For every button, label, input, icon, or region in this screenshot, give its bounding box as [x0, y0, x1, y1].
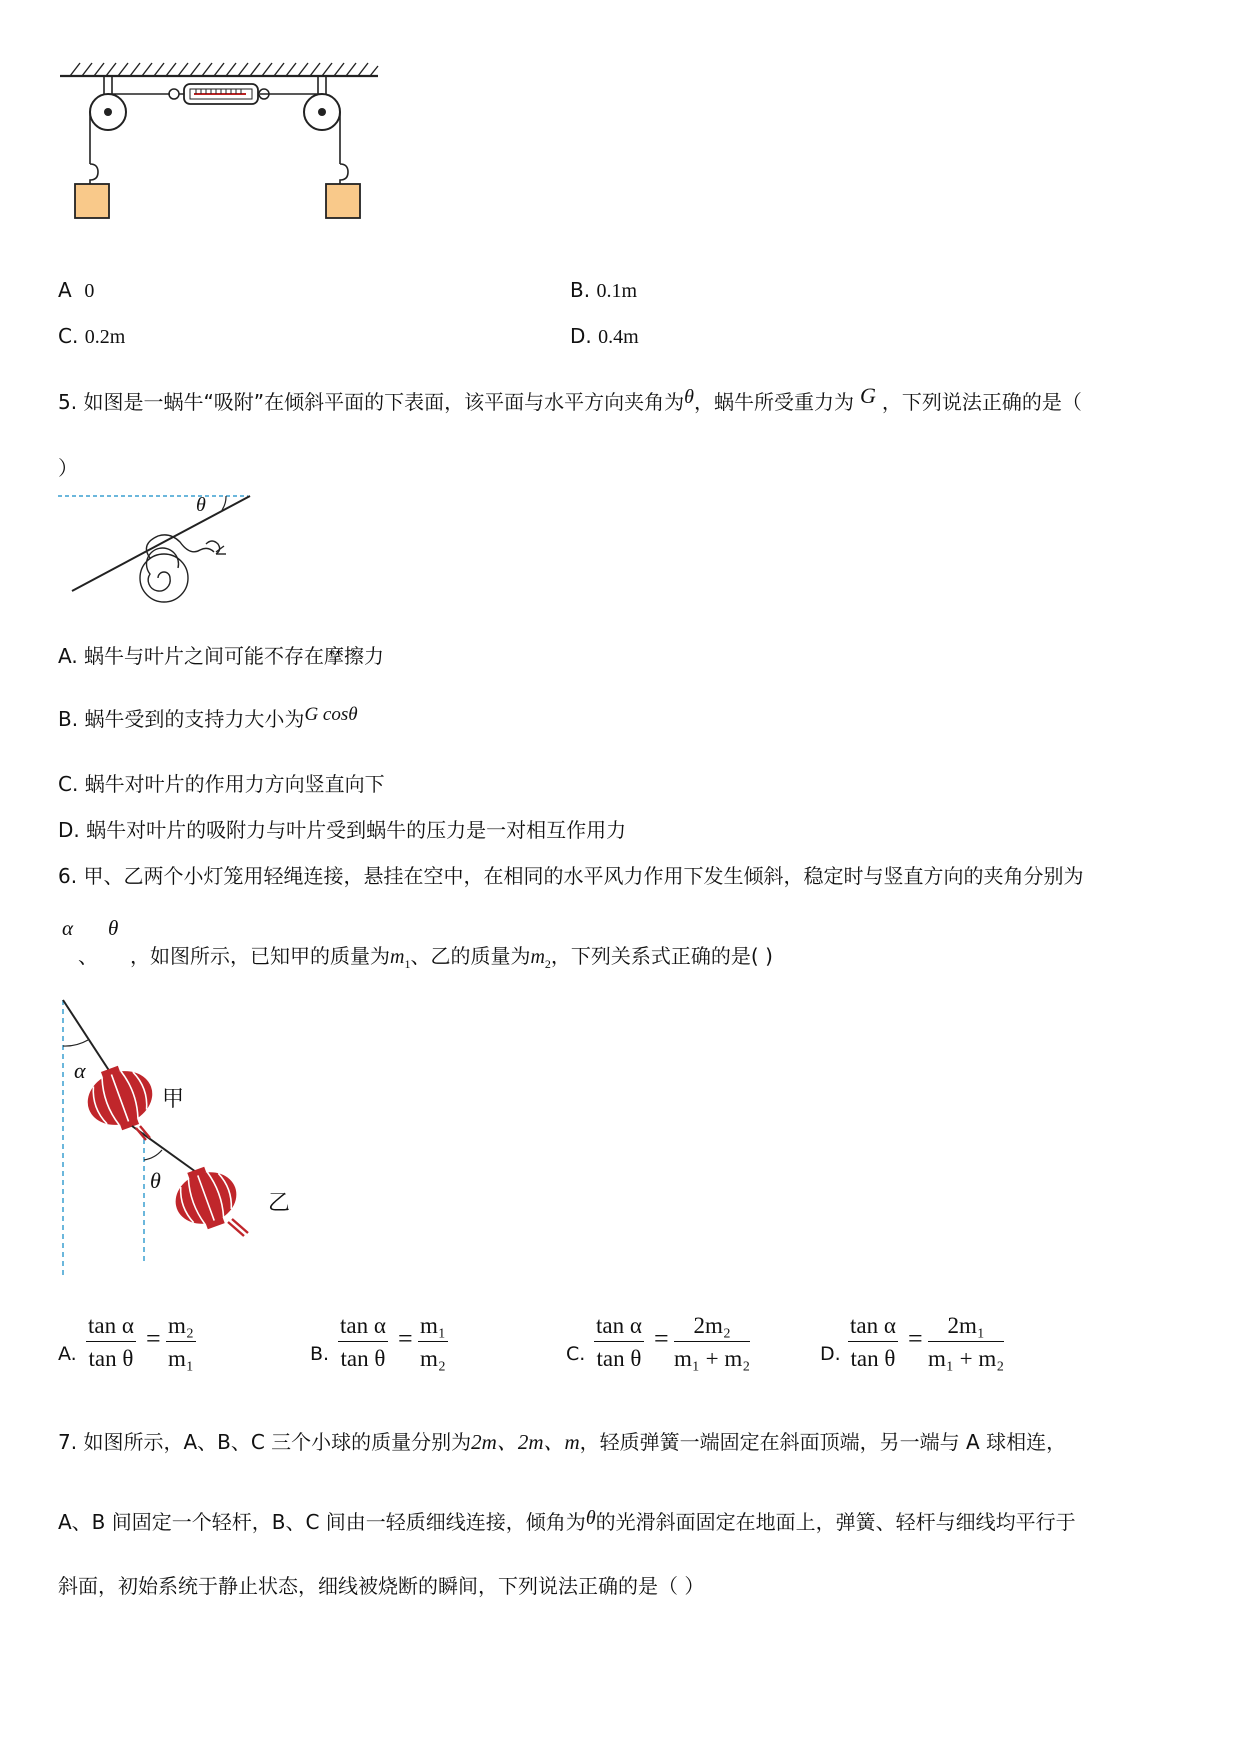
lanterns-figure — [58, 1000, 298, 1280]
pulley-spring-scale-figure — [60, 60, 390, 250]
lantern-jia-label: 甲 — [162, 1087, 185, 1112]
q7-line3: 斜面，初始系统于静止状态，细线被烧断的瞬间，下列说法正确的是（ ） — [58, 1574, 705, 1598]
q6-alpha: α — [62, 916, 74, 940]
lantern-theta-label: θ — [150, 1168, 161, 1193]
q7-line2: A、B 间固定一个轻杆，B、C 间由一轻质细线连接，倾角为θ的光滑斜面固定在地面上，弹簧、轻杆与细线均平行于 — [58, 1507, 1076, 1534]
q6-theta: θ — [108, 916, 119, 940]
left-block — [75, 184, 109, 218]
q5-option-c[interactable]: C. 蜗牛对叶片的作用力方向竖直向下 — [58, 772, 385, 796]
q4-option-d[interactable]: D. 0.4m — [570, 324, 639, 348]
q4-option-a[interactable]: A 0 — [58, 278, 95, 302]
q4-option-b[interactable]: B. 0.1m — [570, 278, 637, 302]
q7-line1: 7. 如图所示，A、B、C 三个小球的质量分别为2m、2m、m，轻质弹簧一端固定在斜面顶端，另一端与 A 球相连， — [58, 1430, 1067, 1454]
q4-option-c[interactable]: C. 0.2m — [58, 324, 126, 348]
q6-stem-line1: 6. 甲、乙两个小灯笼用轻绳连接，悬挂在空中，在相同的水平风力作用下发生倾斜，稳定时与竖直方向的夹角分别为 — [58, 864, 1084, 888]
q6-stem-line2: 、 ，如图所示，已知甲的质量为$m_1$、乙的质量为$m_2$，下列关系式正确的是( ) — [78, 944, 773, 971]
lantern-yi-label: 乙 — [268, 1191, 291, 1216]
q5-option-b[interactable]: B. 蜗牛受到的支持力大小为G cosθ — [58, 704, 358, 731]
q5-stem-close: ） — [58, 456, 78, 480]
snail-figure-theta: θ — [196, 494, 206, 516]
snail-incline-figure — [58, 488, 258, 608]
lantern-alpha-label: α — [74, 1058, 86, 1083]
q5-option-d[interactable]: D. 蜗牛对叶片的吸附力与叶片受到蜗牛的压力是一对相互作用力 — [58, 818, 627, 842]
right-block — [326, 184, 360, 218]
q5-stem: 5. 如图是一蜗牛“吸附”在倾斜平面的下表面，该平面与水平方向夹角为θ，蜗牛所受重力为 G ，下列说法正确的是（ — [58, 383, 1082, 414]
q5-option-a[interactable]: A. 蜗牛与叶片之间可能不存在摩擦力 — [58, 644, 385, 668]
